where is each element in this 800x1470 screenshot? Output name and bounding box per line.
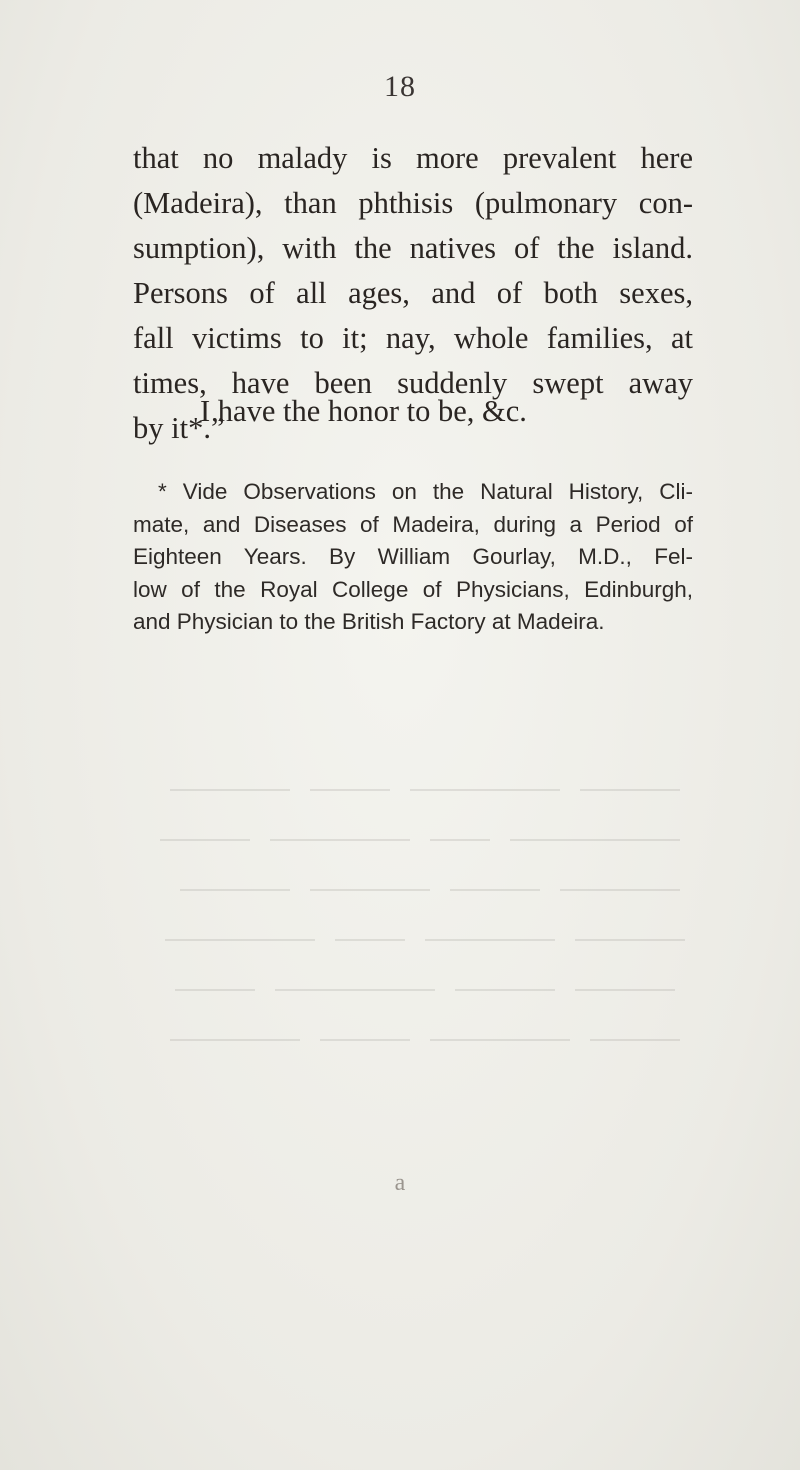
paragraph-line: that no malady is more prevalent here — [133, 141, 693, 175]
footnote-line: Eighteen Years. By William Gourlay, M.D., Fel- — [133, 544, 693, 569]
footnote-line: * Vide Observations on the Natural History, Cli- — [158, 479, 693, 504]
footnote — [133, 476, 693, 639]
signature-mark: a — [394, 1170, 406, 1196]
paragraph-line: sumption), with the natives of the island. — [133, 231, 693, 265]
paragraph-line: by it*.” — [133, 411, 225, 445]
show-through-texture — [150, 770, 710, 1090]
footnote-line: and Physician to the British Factory at Madeira. — [133, 609, 605, 634]
paragraph-line: (Madeira), than phthisis (pulmonary con- — [133, 186, 693, 220]
paragraph-line: fall victims to it; nay, whole families, at — [133, 321, 693, 355]
footnote-line: low of the Royal College of Physicians, Edinburgh, — [133, 576, 693, 602]
paragraph-line: Persons of all ages, and of both sexes, — [133, 276, 693, 310]
paragraph-line: times, have been suddenly swept away — [133, 366, 693, 400]
page-number: 18 — [384, 70, 416, 103]
closing-line: I have the honor to be, &c. — [200, 394, 527, 428]
footnote-line: mate, and Diseases of Madeira, during a Period of — [133, 511, 693, 537]
